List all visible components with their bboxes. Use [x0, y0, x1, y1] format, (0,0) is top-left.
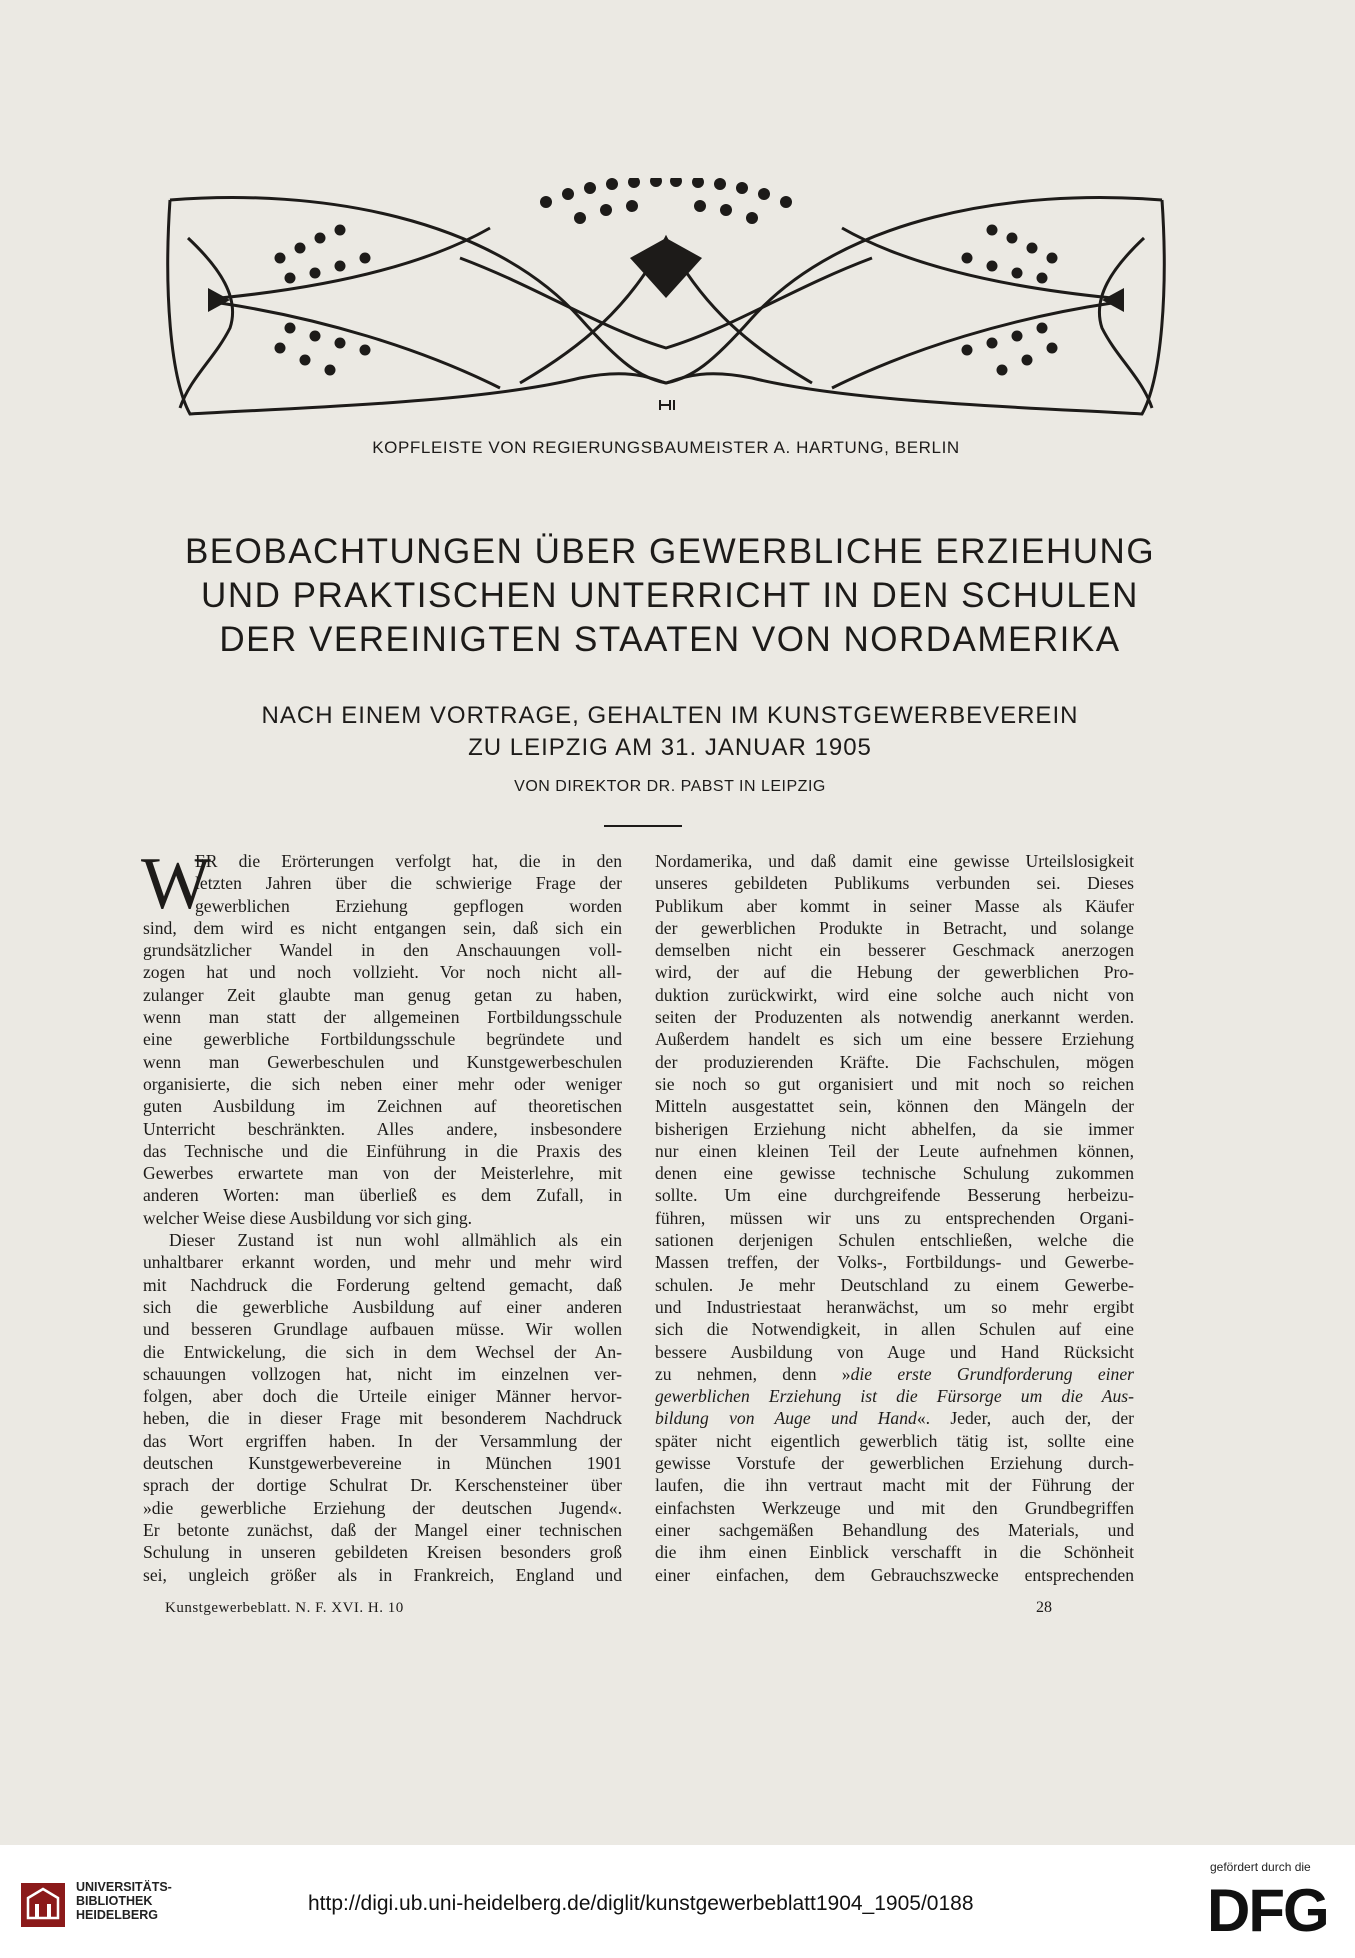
text-line: und Industriestaat heranwächst, um so mehr ergibt — [655, 1296, 1134, 1317]
text-line: zogen hat und noch vollzieht. Vor noch nicht all- — [143, 962, 622, 983]
permalink-url[interactable]: http://digi.ub.uni-heidelberg.de/diglit/kunstgewerbeblatt1904_1905/0188 — [308, 1892, 974, 1915]
text-line: schauungen vollzogen hat, nicht im einzelnen ver- — [143, 1363, 622, 1384]
text-line: führen, müssen wir uns zu entsprechenden Organi- — [655, 1207, 1134, 1228]
article-author: VON DIREKTOR DR. PABST IN LEIPZIG — [514, 778, 826, 795]
text-line: Nordamerika, und daß damit eine gewisse Urteilslosigkeit — [655, 851, 1134, 871]
text-line: der produzierenden Kräfte. Die Fachschulen, mögen — [655, 1051, 1134, 1072]
text-line: die ihm einen Einblick verschafft in die Schönheit — [655, 1542, 1134, 1563]
text-line: und besseren Grundlage aufbauen müsse. Wir wollen — [143, 1319, 622, 1340]
text-line: Er betonte zunächst, daß der Mangel einer technischen — [143, 1519, 622, 1540]
text-line: Außerdem handelt es sich um eine bessere Erziehung — [655, 1029, 1134, 1050]
text-line: mit Nachdruck die Forderung geltend gemacht, daß — [143, 1274, 622, 1295]
text-line: das Technische und die Einführung in die Praxis des — [143, 1140, 622, 1161]
text-line: Unterricht beschränkten. Alles andere, insbesondere — [143, 1118, 622, 1139]
text-line — [655, 1385, 1134, 1407]
text-line: wenn man statt der allgemeinen Fortbildungsschule — [143, 1007, 622, 1028]
divider-rule — [604, 825, 682, 827]
text-line: guten Ausbildung im Zeichnen auf theoretischen — [143, 1096, 622, 1117]
text-line: nur einen kleinen Teil der Leute aufnehmen können, — [655, 1140, 1134, 1161]
text-line: Mitteln ausgestattet sein, können den Mängeln der — [655, 1096, 1134, 1117]
text-line: einer sachgemäßen Behandlung des Materials, und — [655, 1519, 1134, 1540]
text-line: sind, dem wird es nicht entgangen sein, daß sich ein — [143, 917, 622, 938]
text-line: letzten Jahren über die schwierige Frage der — [195, 873, 622, 894]
text-line: sie noch so gut organisiert und mit noch so reichen — [655, 1073, 1134, 1094]
text-fragment: zu nehmen, denn » — [655, 1363, 851, 1384]
text-line: eine gewerbliche Fortbildungsschule begründete und — [143, 1029, 622, 1050]
text-line: welcher Weise diese Ausbildung vor sich ging. — [143, 1207, 473, 1228]
text-line: sei, ungleich größer als in Frankreich, England und — [143, 1564, 622, 1585]
text-line: schulen. Je mehr Deutschland zu einem Gewerbe- — [655, 1274, 1134, 1295]
text-line: folgen, aber doch die Urteile einiger Männer hervor- — [143, 1386, 622, 1407]
drop-cap: W — [141, 843, 211, 925]
text-line: denen eine gewisse technische Schulung zukommen — [655, 1163, 1134, 1184]
text-line: Massen treffen, der Volks-, Fortbildungs- und Gewerbe- — [655, 1252, 1134, 1273]
text-line: »die gewerbliche Erziehung der deutschen Jugend«. — [143, 1497, 622, 1518]
ornament-caption: KOPFLEISTE VON REGIERUNGSBAUMEISTER A. HARTUNG, BERLIN — [372, 438, 960, 457]
text-line: Gewerbes erwartete man von der Meisterlehre, mit — [143, 1163, 622, 1184]
text-line: bessere Ausbildung von Auge und Hand Rücksicht — [655, 1341, 1134, 1362]
text-line: sich die gewerbliche Ausbildung auf einer anderen — [143, 1296, 622, 1317]
library-name-line: BIBLIOTHEK — [76, 1894, 153, 1908]
text-line: seiten der Produzenten als notwendig anerkannt werden. — [655, 1007, 1134, 1028]
italic-quote: bildung von Auge und Hand — [655, 1408, 917, 1429]
text-line: Dieser Zustand ist nun wohl allmählich als ein — [169, 1230, 622, 1251]
title-line: UND PRAKTISCHEN UNTERRICHT IN DEN SCHULEN — [201, 576, 1139, 615]
text-line: später nicht eigentlich gewerblich tätig ist, sollte eine — [655, 1430, 1134, 1451]
text-line: duktion zurückwirkt, wird eine solche auch nicht von — [655, 984, 1134, 1005]
article-title — [140, 530, 1200, 662]
text-line: laufen, die ihn vertraut macht mit der Führung der — [655, 1475, 1134, 1496]
text-line: unhaltbarer erkannt worden, und mehr und mehr wird — [143, 1252, 622, 1273]
text-line: sollte. Um eine durchgreifende Besserung herbeizu- — [655, 1185, 1134, 1206]
text-line: wenn man Gewerbeschulen und Kunstgewerbeschulen — [143, 1051, 622, 1072]
text-line: sich die Notwendigkeit, in allen Schulen auf eine — [655, 1319, 1134, 1340]
text-line: Schulung in unseren gebildeten Kreisen besonders groß — [143, 1542, 622, 1563]
text-line: unseres gebildeten Publikums verbunden sei. Dieses — [655, 873, 1134, 894]
text-line: heben, die in dieser Frage mit besonderem Nachdruck — [143, 1408, 622, 1429]
italic-quote: die erste Grundforderung einer — [850, 1363, 1134, 1384]
text-line: die Entwickelung, die sich in dem Wechsel der An- — [143, 1341, 622, 1362]
university-library-logo-icon — [20, 1882, 66, 1928]
subtitle-line: ZU LEIPZIG AM 31. JANUAR 1905 — [468, 734, 872, 761]
library-name-line: HEIDELBERG — [76, 1908, 158, 1922]
library-name-line: UNIVERSITÄTS- — [76, 1880, 172, 1894]
text-line: bisherigen Erziehung nicht abhelfen, da sie immer — [655, 1118, 1134, 1139]
text-line — [655, 1363, 1134, 1385]
text-line: gewisse Vorstufe der gewerblichen Erziehung durch- — [655, 1453, 1134, 1474]
text-line: grundsätzlicher Wandel in den Anschauungen voll- — [143, 940, 622, 961]
text-line: einer einfachen, dem Gebrauchszwecke entsprechenden — [655, 1564, 1134, 1585]
text-line: demselben nicht ein besserer Geschmack anerzogen — [655, 940, 1134, 961]
text-line: der gewerblichen Produkte in Betracht, und solange — [655, 917, 1134, 938]
dfg-logo: DFG — [1207, 1877, 1328, 1944]
library-name — [76, 1880, 172, 1922]
subtitle-line: NACH EINEM VORTRAGE, GEHALTEN IM KUNSTGEWERBEVEREIN — [261, 702, 1079, 729]
text-line: einfachsten Werkzeuge und mit den Grundbegriffen — [655, 1497, 1134, 1518]
text-line: das Wort ergriffen haben. In der Versammlung der — [143, 1430, 622, 1451]
ornamental-headpiece — [160, 178, 1172, 418]
text-line: sprach der dortige Schulrat Dr. Kerschensteiner über — [143, 1475, 622, 1496]
text-fragment: «. Jeder, auch der, der — [916, 1408, 1134, 1429]
text-line — [655, 1407, 1134, 1429]
text-line: gewerblichen Erziehung gepflogen worden — [195, 895, 622, 916]
text-line: ER die Erörterungen verfolgt hat, die in den — [195, 851, 622, 871]
text-line: wird, der auf die Hebung der gewerblichen Pro- — [655, 962, 1134, 983]
funding-note: gefördert durch die — [1210, 1860, 1311, 1874]
text-line: organisierte, die sich neben einer mehr oder weniger — [143, 1073, 622, 1094]
text-line: sationen derjenigen Schulen entschließen, welche die — [655, 1230, 1134, 1251]
title-line: BEOBACHTUNGEN ÜBER GEWERBLICHE ERZIEHUNG — [184, 532, 1156, 571]
title-line: DER VEREINIGTEN STAATEN VON NORDAMERIKA — [219, 620, 1121, 659]
text-line: deutschen Kunstgewerbevereine in München 1901 — [143, 1453, 622, 1474]
article-subtitle — [140, 700, 1200, 764]
journal-footer: Kunstgewerbeblatt. N. F. XVI. H. 10 — [165, 1600, 404, 1616]
text-column-right — [655, 850, 1134, 1586]
text-line: zulanger Zeit glaubte man genug getan zu haben, — [143, 984, 622, 1005]
text-line: anderen Worten: man überließ es dem Zufall, in — [143, 1185, 622, 1206]
page-number: 28 — [1036, 1599, 1052, 1616]
italic-quote: gewerblichen Erziehung ist die Fürsorge um die Aus- — [655, 1386, 1134, 1407]
text-line: Publikum aber kommt in seiner Masse als Käufer — [655, 895, 1134, 916]
text-column-left — [141, 843, 622, 1586]
